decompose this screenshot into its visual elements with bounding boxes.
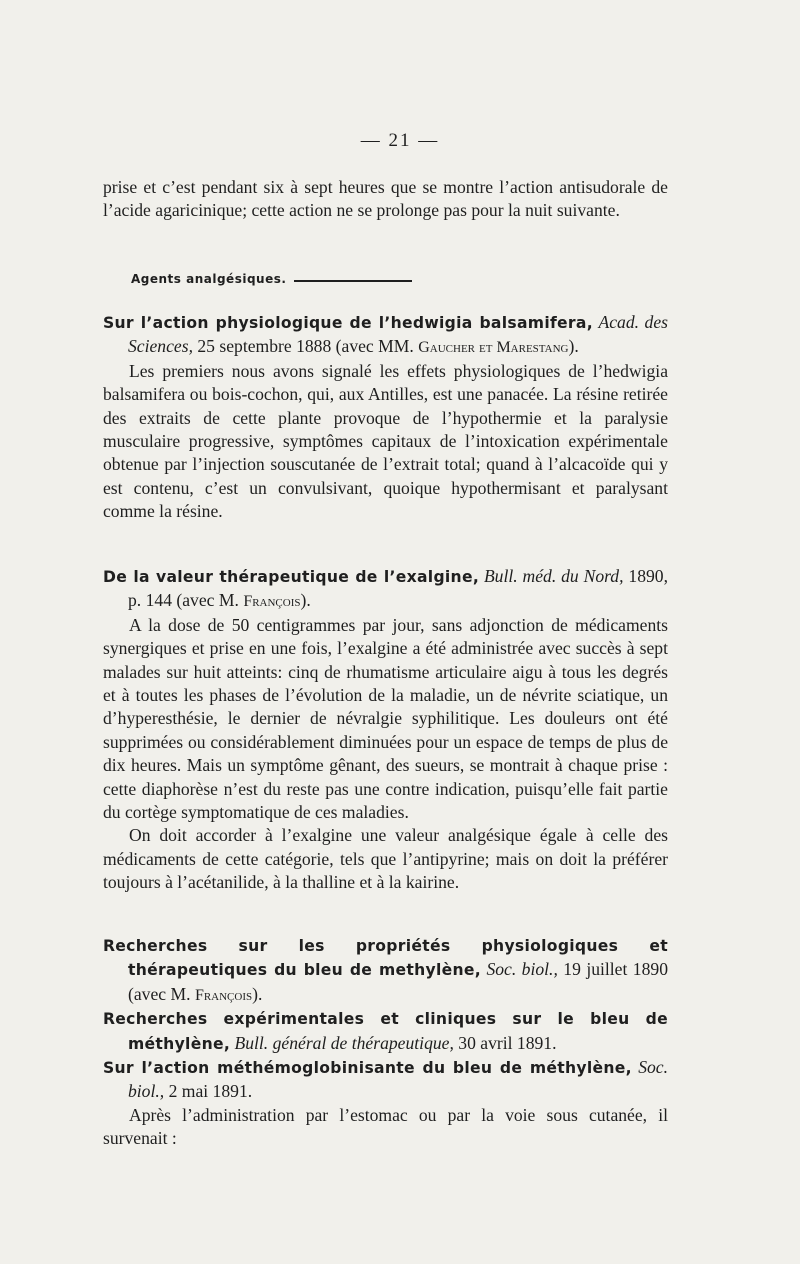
entry-hedwigia (103, 311, 668, 524)
entry-body-paragraph: On doit accorder à l’exalgine une valeur analgésique égale à celle des médicaments de cette catégorie, tels que l’antipyrine; mais on doit la préférer toujours à l’acétanilide, à la thalline et à la kairine. (103, 825, 668, 893)
entry-journal: Bull. méd. du Nord, (483, 566, 624, 586)
entry-authors: François (194, 986, 253, 1004)
entry-date: 2 mai 1891. (168, 1081, 253, 1102)
entry-date: 25 septembre 1888 (avec MM. (197, 336, 414, 357)
entry-title: Recherches expérimentales et cliniques sur le bleu de méthylène, (103, 1010, 668, 1053)
entry-title: Sur l’action méthémoglobinisante du bleu de méthylène, (103, 1059, 632, 1078)
entry-heading (103, 934, 668, 1007)
section-heading-label: Agents analgésiques. (131, 272, 287, 286)
entry-journal: Bull. général de thérapeutique, (234, 1032, 454, 1053)
entry-title: De la valeur thérapeutique de l’exalgine, (103, 568, 480, 586)
entry-date: 1890, p. 144 (avec M. (128, 566, 668, 611)
entry-body-paragraph: Les premiers nous avons signalé les effets physiologiques de l’hedwigia balsamifera ou bois-cochon, qui, aux Antilles, est une panacée. La résine retirée des extraits de cette plante provoque de l’hypothermie et la paralysie musculaire progressive, symptômes capitaux de l’intoxication expérimentale obtenue par l’injection souscutanée de l’extrait total; quand à l’alcacoïde qui y est contenu, c’est un convulsivant, quoique hypothermisant et paralysant comme la résine. (103, 360, 668, 522)
entry-date: 19 juillet 1890 (avec M. (128, 959, 668, 1004)
entry-ref-end: ). (568, 336, 579, 357)
entry-body-paragraph: Après l’administration par l’estomac ou par la voie sous cutanée, il survenait : (103, 1104, 668, 1149)
entry-ref-end: ). (252, 983, 263, 1004)
page-number: — 21 — (360, 130, 440, 151)
entry-title: Recherches sur les propriétés physiologiques et thérapeutiques du bleu de methylène, (103, 937, 668, 980)
entry-heading (103, 1056, 668, 1104)
entry-heading (103, 565, 668, 614)
entry-body-paragraph: A la dose de 50 centigrammes par jour, sans adjonction de médicaments synergiques et prise en une fois, l’exalgine a été administrée avec succès à sept malades sur huit atteints: cinq de rhumatisme articulaire aigu à tous les degrés et à toutes les phases de l’évolution de la maladie, un de névrite sciatique, un d’hyperesthésie, le dernier de névralgie syphilitique. Les douleurs ont été supprimées ou considérablement diminuées pour un espace de temps de plus de dix heures. Mais un symptôme gênant, des sueurs, se montrait à chaque prise : cette diaphorèse n’est du reste pas une contre indication, puisqu’elle fait partie du cortège symptomatique de ces maladies. (103, 614, 668, 823)
entry-date: 30 avril 1891. (458, 1032, 557, 1053)
heading-rule (294, 280, 412, 282)
entry-title: Sur l’action physiologique de l’hedwigia balsamifera, (103, 314, 593, 332)
entry-authors: François (243, 593, 301, 611)
intro-paragraph (103, 176, 668, 223)
entry-bleu-methylene-group (103, 934, 668, 1151)
entry-ref-end: ). (300, 590, 311, 611)
entry-exalgine (103, 565, 668, 895)
intro-text: prise et c’est pendant six à sept heures que se montre l’action antisudorale de l’acide agaricinique; cette action ne se prolonge pas pour la nuit suivante. (103, 177, 668, 221)
entry-heading (103, 311, 668, 360)
section-heading (131, 272, 412, 286)
entry-journal: Soc. biol., (128, 1057, 668, 1102)
entry-journal: Acad. des Sciences, (128, 312, 668, 357)
entry-journal: Soc. biol., (486, 959, 558, 980)
entry-heading (103, 1007, 668, 1056)
entry-authors: Gaucher et Marestang (418, 339, 569, 357)
